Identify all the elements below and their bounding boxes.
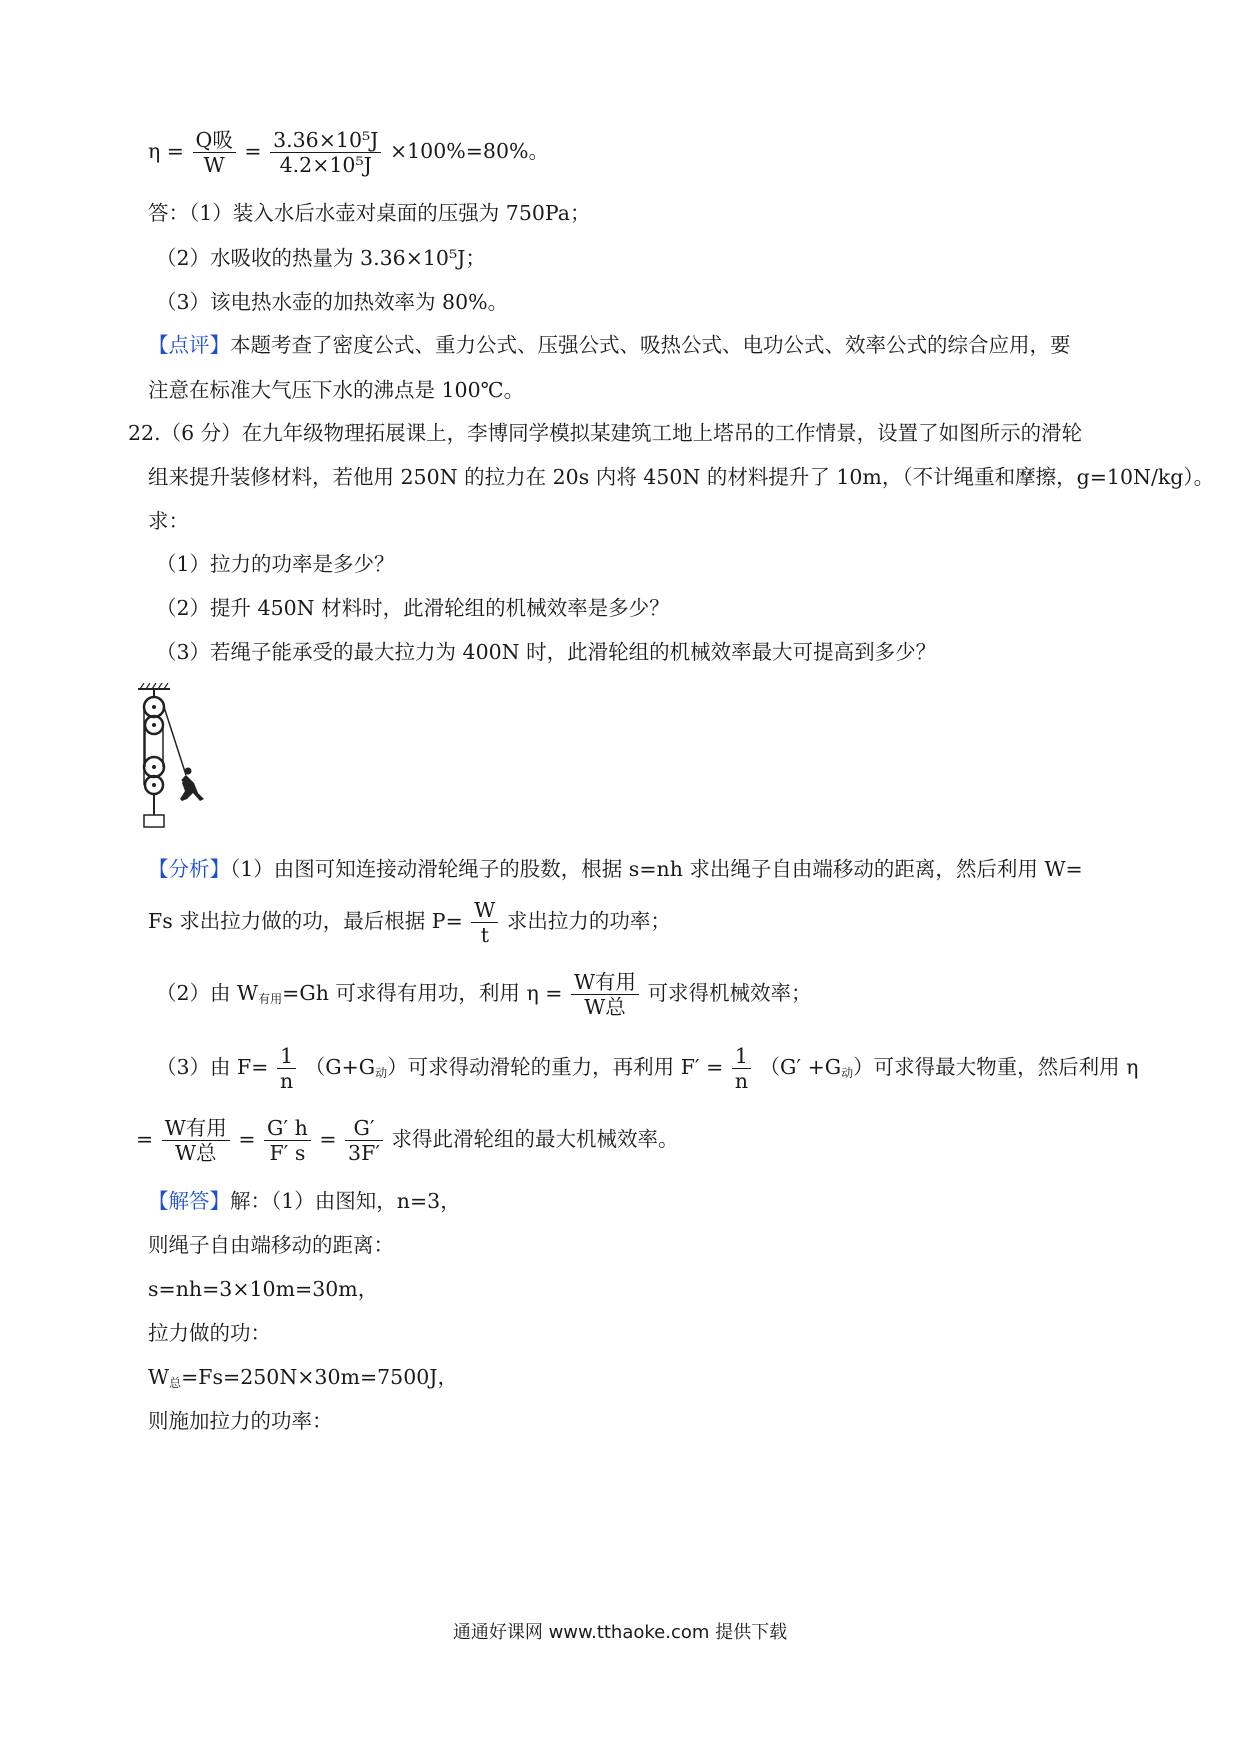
comment-text: 本题考查了密度公式、重力公式、压强公式、吸热公式、电功公式、效率公式的综合应用，要 xyxy=(230,333,1071,357)
subscript: 动 xyxy=(841,1066,854,1080)
fraction-denominator: W总 xyxy=(174,1141,217,1165)
analysis-text: =Gh 可求得有用功，利用 η = xyxy=(282,981,563,1005)
question-22-stem-2: 组来提升装修材料，若他用 250N 的拉力在 20s 内将 450N 的材料提升了 10m，（不计绳重和摩擦，g=10N/kg）。 xyxy=(148,465,1215,489)
fraction-useful-over-total xyxy=(571,970,639,1019)
subscript: 总 xyxy=(169,1376,182,1390)
fraction-one-over-n xyxy=(732,1044,751,1093)
analysis-text: = xyxy=(238,1127,256,1151)
analysis-line-4 xyxy=(156,1044,1138,1093)
solution-text: 解：（1）由图知，n=3， xyxy=(230,1189,461,1213)
comment-tag: 【点评】 xyxy=(148,333,230,357)
fraction-numerator: W有用 xyxy=(162,1116,230,1141)
solution-text: W xyxy=(148,1365,170,1389)
formula-lead: η = xyxy=(148,139,184,163)
question-22-stem-3: 求： xyxy=(148,509,189,533)
analysis-text: ）可求得最大物重，然后利用 η xyxy=(853,1055,1139,1079)
sub-question-3: （3）若绳子能承受的最大拉力为 400N 时，此滑轮组的机械效率最大可提高到多少？ xyxy=(156,640,937,664)
fraction-gh-over-fs xyxy=(264,1116,311,1165)
fraction-numerator: G′ h xyxy=(264,1116,311,1141)
analysis-text: （G+G xyxy=(304,1055,376,1079)
analysis-text: 可求得机械效率； xyxy=(647,981,812,1005)
analysis-text: Fs 求出拉力做的功，最后根据 P= xyxy=(148,909,463,933)
fraction-one-over-n xyxy=(277,1044,296,1093)
formula-equals: = xyxy=(244,139,262,163)
analysis-tag: 【分析】 xyxy=(148,857,230,881)
fraction-denominator: n xyxy=(280,1069,294,1093)
fraction-values xyxy=(270,128,381,177)
fraction-denominator: F′ s xyxy=(269,1141,306,1165)
fraction-numerator: W有用 xyxy=(571,970,639,995)
answer-1: 答：（1）装入水后水壶对桌面的压强为 750Pa； xyxy=(148,201,591,225)
fraction-q-over-w xyxy=(193,128,236,177)
analysis-text: （1）由图可知连接动滑轮绳子的股数，根据 s=nh 求出绳子自由端移动的距离，然后利用 W= xyxy=(230,857,1083,881)
worker-figure xyxy=(180,768,204,802)
comment-line-1 xyxy=(148,330,1071,360)
fraction-numerator: G′ xyxy=(345,1116,383,1141)
solution-line-5 xyxy=(148,1362,458,1398)
fraction-denominator: 3F′ xyxy=(348,1141,380,1165)
fraction-denominator: n xyxy=(734,1069,749,1093)
formula-tail: ×100%=80%。 xyxy=(389,139,549,163)
solution-tag: 【解答】 xyxy=(148,1189,230,1213)
fraction-w-over-t xyxy=(471,898,498,947)
solution-line-3: s=nh=3×10m=30m， xyxy=(148,1277,379,1301)
analysis-line-1 xyxy=(148,854,1083,884)
analysis-text: = xyxy=(136,1127,154,1151)
analysis-text: ）可求得动滑轮的重力，再利用 F′ = xyxy=(387,1055,724,1079)
fraction-denominator: t xyxy=(480,923,489,947)
fraction-numerator: W xyxy=(471,898,498,923)
solution-line-6: 则施加拉力的功率： xyxy=(148,1409,333,1433)
fraction-denominator: W xyxy=(203,153,225,177)
subscript: 动 xyxy=(375,1066,388,1080)
answer-3: （3）该电热水壶的加热效率为 80%。 xyxy=(156,290,509,314)
analysis-text: （2）由 W xyxy=(156,981,259,1005)
fraction-numerator: 1 xyxy=(277,1044,296,1069)
analysis-text: （3）由 F= xyxy=(156,1055,269,1079)
fraction-useful-over-total xyxy=(162,1116,230,1165)
fraction-g-over-3f xyxy=(345,1116,383,1165)
page-footer: 通通好课网 www.tthaoke.com 提供下载 xyxy=(452,1622,788,1643)
analysis-line-2 xyxy=(148,898,671,947)
question-22-stem-1: 22.（6 分）在九年级物理拓展课上，李博同学模拟某建筑工地上塔吊的工作情景，设置了如图所示的滑轮 xyxy=(128,421,1083,445)
comment-line-2: 注意在标准大气压下水的沸点是 100℃。 xyxy=(148,378,525,402)
sub-question-1: （1）拉力的功率是多少？ xyxy=(156,552,395,576)
subscript: 有用 xyxy=(258,992,283,1006)
answer-2: （2）水吸收的热量为 3.36×10⁵J； xyxy=(156,246,486,270)
solution-text: =Fs=250N×30m=7500J， xyxy=(181,1365,459,1389)
analysis-text: （G′ +G xyxy=(759,1055,842,1079)
solution-line-2: 则绳子自由端移动的距离： xyxy=(148,1233,394,1257)
analysis-line-3 xyxy=(156,970,812,1019)
analysis-line-5 xyxy=(136,1116,679,1165)
fraction-denominator: W总 xyxy=(584,995,626,1019)
solution-line-1 xyxy=(148,1186,461,1216)
pulley-diagram xyxy=(138,683,218,833)
sub-question-2: （2）提升 450N 材料时，此滑轮组的机械效率是多少？ xyxy=(156,596,670,620)
fraction-numerator: 1 xyxy=(732,1044,751,1069)
analysis-text: 求得此滑轮组的最大机械效率。 xyxy=(391,1127,679,1151)
fraction-numerator: 3.36×10⁵J xyxy=(270,128,381,153)
efficiency-formula xyxy=(148,128,549,177)
fraction-denominator: 4.2×10⁵J xyxy=(279,153,372,177)
fraction-numerator: Q吸 xyxy=(193,128,236,153)
solution-line-4: 拉力做的功： xyxy=(148,1321,271,1345)
analysis-text: 求出拉力的功率； xyxy=(506,909,671,933)
analysis-text: = xyxy=(319,1127,337,1151)
